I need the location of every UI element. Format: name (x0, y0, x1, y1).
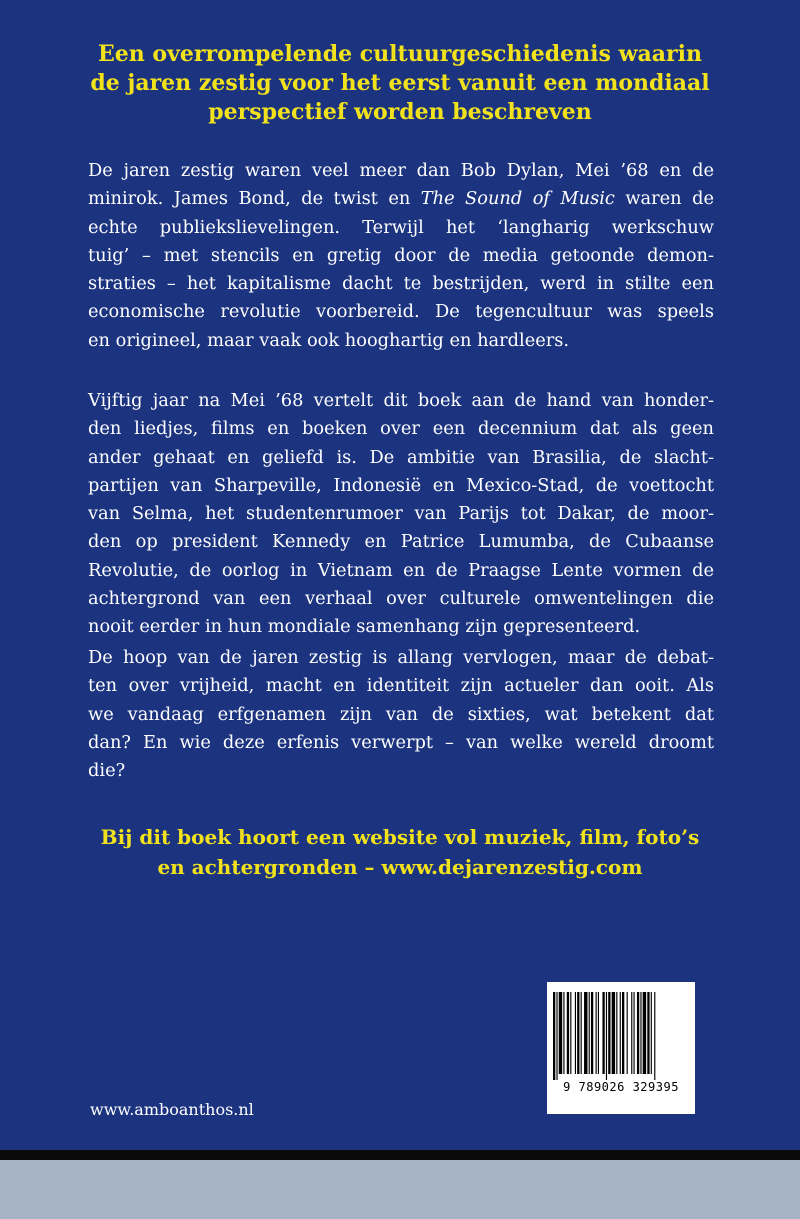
text-line: echte publiekslievelingen. Terwijl het ‘langharig werkschuw (88, 216, 714, 238)
barcode-bar (616, 992, 617, 1074)
text-line: dan? En wie deze erfenis verwerpt – van welke wereld droomt (88, 731, 714, 753)
text-line: straties – het kapitalisme dacht te bestrijden, werd in stilte een (88, 273, 714, 295)
tagline-line: de jaren zestig voor het eerst vanuit een mondiaal (90, 70, 710, 96)
tagline-line: perspectief worden beschreven (208, 99, 592, 125)
barcode-bar (637, 992, 639, 1074)
tagline (60, 40, 740, 127)
barcode-bar (581, 992, 582, 1074)
barcode-bar (620, 992, 621, 1074)
barcode-bar (651, 992, 652, 1074)
barcode-bar (577, 992, 579, 1074)
barcode-bar (622, 992, 624, 1074)
website-note (60, 822, 740, 882)
barcode-bar (584, 992, 587, 1074)
barcode (547, 982, 695, 1114)
cover-edge-band (0, 1150, 800, 1160)
website-note-line: en achtergronden – www.dejarenzestig.com (157, 855, 643, 879)
film-title: The Sound of Music (420, 188, 615, 210)
barcode-bar (608, 992, 610, 1074)
blurb-paragraph-2 (88, 387, 714, 642)
barcode-bar (570, 992, 571, 1074)
blurb-paragraph-1 (88, 157, 714, 355)
barcode-bars (551, 992, 691, 1080)
publisher-url: www.amboanthos.nl (90, 1100, 254, 1119)
text-segment: waren de (614, 188, 714, 210)
barcode-bar (596, 992, 597, 1074)
text-line: we vandaag erfgenamen zijn van de sixties, wat betekent dat (88, 703, 714, 725)
text-line: Revolutie, de oorlog in Vietnam en de Praagse Lente vormen de (88, 559, 714, 581)
barcode-bar (606, 992, 607, 1080)
barcode-bar (559, 992, 562, 1074)
barcode-bar (563, 992, 564, 1074)
text-line: ander gehaat en geliefd is. De ambitie van Brasilia, de slacht- (88, 446, 714, 468)
barcode-bar (627, 992, 628, 1074)
text-segment: minirok. James Bond, de twist en (88, 188, 421, 210)
barcode-bar (647, 992, 649, 1074)
text-line: en origineel, maar vaak ook hooghartig en hardleers. (88, 329, 570, 351)
text-line: die? (88, 760, 126, 782)
barcode-bar (654, 992, 655, 1080)
text-line: economische revolutie voorbereid. De tegencultuur was speels (88, 301, 714, 323)
text-line: ten over vrijheid, macht en identiteit zijn actueler dan ooit. Als (88, 675, 714, 697)
barcode-bar (634, 992, 635, 1074)
barcode-bar (575, 992, 576, 1074)
blurb-paragraph-3 (88, 644, 714, 785)
barcode-bar (612, 992, 615, 1074)
text-line: De hoop van de jaren zestig is allang vervlogen, maar de debat- (88, 647, 714, 668)
text-line: tuig’ – met stencils en gretig door de media getoonde demon- (88, 244, 714, 266)
text-line: achtergrond van een verhaal over culturele omwentelingen die (88, 588, 714, 610)
website-note-line: Bij dit boek hoort een website vol muziek, film, foto’s (100, 825, 700, 849)
text-line (88, 185, 714, 213)
tagline-line: Een overrompelende cultuurgeschiedenis waarin (98, 41, 702, 67)
text-line: den liedjes, films en boeken over een decennium dat als geen (88, 418, 714, 440)
isbn-number: 9 789026 329395 (563, 1080, 679, 1094)
text-line: Vijftig jaar na Mei ’68 vertelt dit boek aan de hand van honder- (88, 390, 714, 411)
barcode-bar (589, 992, 590, 1074)
barcode-bar (640, 992, 641, 1074)
barcode-bar (602, 992, 604, 1074)
barcode-bar (553, 992, 555, 1080)
text-line: nooit eerder in hun mondiale samenhang zijn gepresenteerd. (88, 616, 641, 638)
barcode-bar (631, 992, 632, 1074)
barcode-bar (567, 992, 569, 1074)
text-line: partijen van Sharpeville, Indonesië en Mexico-Stad, de voettocht (88, 474, 714, 496)
text-line: den op president Kennedy en Patrice Lumumba, de Cubaanse (88, 531, 714, 553)
text-line: De jaren zestig waren veel meer dan Bob Dylan, Mei ’68 en de (88, 160, 714, 181)
barcode-bar (598, 992, 599, 1074)
barcode-bar (591, 992, 593, 1074)
text-line: van Selma, het studentenrumoer van Parijs tot Dakar, de moor- (88, 503, 714, 525)
barcode-bar (556, 992, 557, 1080)
barcode-bar (643, 992, 646, 1074)
